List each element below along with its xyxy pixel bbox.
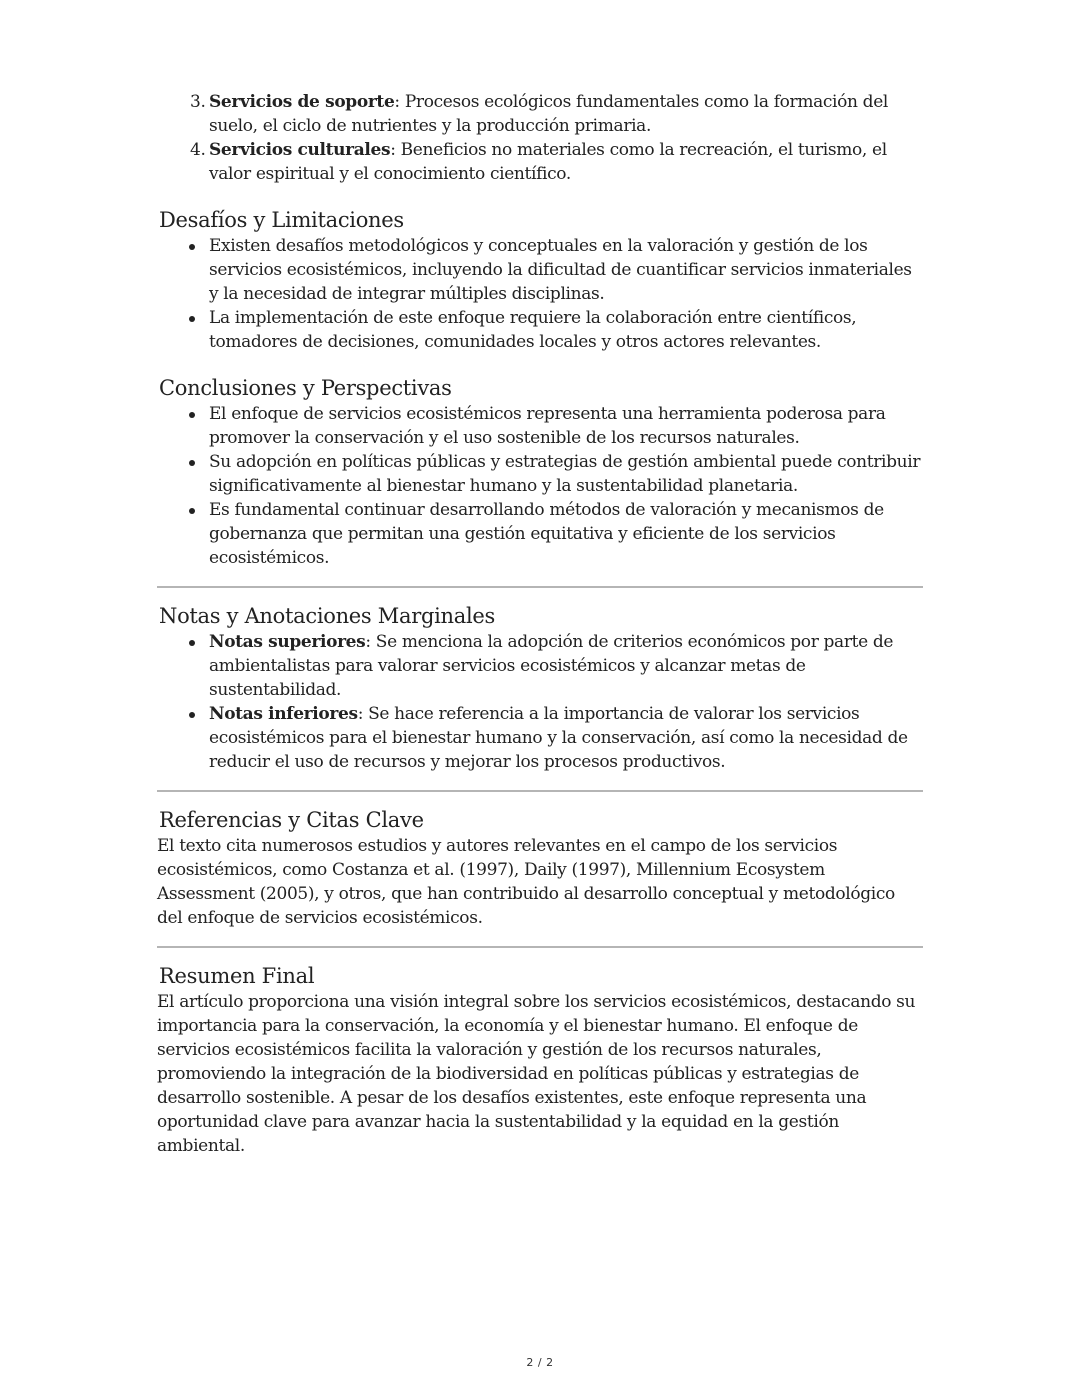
list-item [209,402,923,450]
list-item [209,306,923,354]
section-heading: Conclusiones y Perspectivas [159,376,452,400]
section-conclusiones [157,374,923,570]
section-resumen [157,962,923,1158]
section-notas [157,602,923,774]
list-item-text: : Beneficios no materiales como la recreación, el turismo, el valor espiritual y el conocimiento científico. [209,140,887,184]
list-item [190,90,923,138]
section-heading: Resumen Final [159,964,315,988]
bullet-icon [189,508,195,514]
list-item-text: Es fundamental continuar desarrollando métodos de valoración y mecanismos de gobernanza que permitan una gestión equitativa y eficiente de los servicios ecosistémicos. [209,500,884,568]
list-item-text: : Se menciona la adopción de criterios económicos por parte de ambientalistas para valorar servicios ecosistémicos y alcanzar metas de sustentabilidad. [209,632,894,700]
bullet-icon [189,460,195,466]
list-item-text: : Se hace referencia a la importancia de valorar los servicios ecosistémicos para el bienestar humano y la conservación, así como la necesidad de reducir el uso de recursos y mejorar los procesos productivos. [209,704,908,772]
list-item-term: Notas inferiores [209,704,358,724]
section-paragraph: El texto cita numerosos estudios y autores relevantes en el campo de los servicios ecosistémicos, como Costanza et al. (1997), Daily (1997), Millennium Ecosystem Assessment (2005), y otros, que han contribuido al desarrollo conceptual y metodológico del enfoque de servicios ecosistémicos. [157,836,895,928]
list-item-term: Servicios de soporte [209,92,395,112]
list-number: 4. [190,140,206,160]
list-item-term: Notas superiores [209,632,366,652]
bullet-list [157,234,923,354]
list-item-text: La implementación de este enfoque requiere la colaboración entre científicos, tomadores de decisiones, comunidades locales y otros actores relevantes. [209,308,857,352]
document-page [157,90,923,1158]
bullet-icon [189,712,195,718]
list-item [209,450,923,498]
list-item-text: El enfoque de servicios ecosistémicos representa una herramienta poderosa para promover la conservación y el uso sostenible de los recursos naturales. [209,404,886,448]
list-item-text: : Procesos ecológicos fundamentales como la formación del suelo, el ciclo de nutrientes y la producción primaria. [209,92,889,136]
list-item-text: Existen desafíos metodológicos y conceptuales en la valoración y gestión de los servicios ecosistémicos, incluyendo la dificultad de cuantificar servicios inmateriales y la necesidad de integrar múltiples disciplinas. [209,236,912,304]
list-item [190,138,923,186]
bullet-icon [189,412,195,418]
section-paragraph: El artículo proporciona una visión integral sobre los servicios ecosistémicos, destacando su importancia para la conservación, la economía y el bienestar humano. El enfoque de servicios ecosistémicos facilita la valoración y gestión de los recursos naturales, promoviendo la integración de la biodiversidad en políticas públicas y estrategias de desarrollo sostenible. A pesar de los desafíos existentes, este enfoque representa una oportunidad clave para avanzar hacia la sustentabilidad y la equidad en la gestión ambiental. [157,992,916,1156]
list-item [209,234,923,306]
horizontal-divider [157,790,923,792]
bullet-list [157,630,923,774]
bullet-icon [189,316,195,322]
list-item-text: Su adopción en políticas públicas y estrategias de gestión ambiental puede contribuir significativamente al bienestar humano y la sustentabilidad planetaria. [209,452,921,496]
section-referencias [157,806,923,930]
bullet-icon [189,640,195,646]
horizontal-divider [157,586,923,588]
list-item [209,702,923,774]
section-heading: Desafíos y Limitaciones [159,208,404,232]
bullet-list [157,402,923,570]
ecosystem-services-numbered-list [157,90,923,186]
list-number: 3. [190,92,206,112]
page-number: 2 / 2 [526,1356,554,1369]
section-heading: Notas y Anotaciones Marginales [159,604,495,628]
list-item-term: Servicios culturales [209,140,391,160]
section-desafios [157,206,923,354]
list-item [209,498,923,570]
bullet-icon [189,244,195,250]
list-item [209,630,923,702]
horizontal-divider [157,946,923,948]
section-heading: Referencias y Citas Clave [159,808,424,832]
